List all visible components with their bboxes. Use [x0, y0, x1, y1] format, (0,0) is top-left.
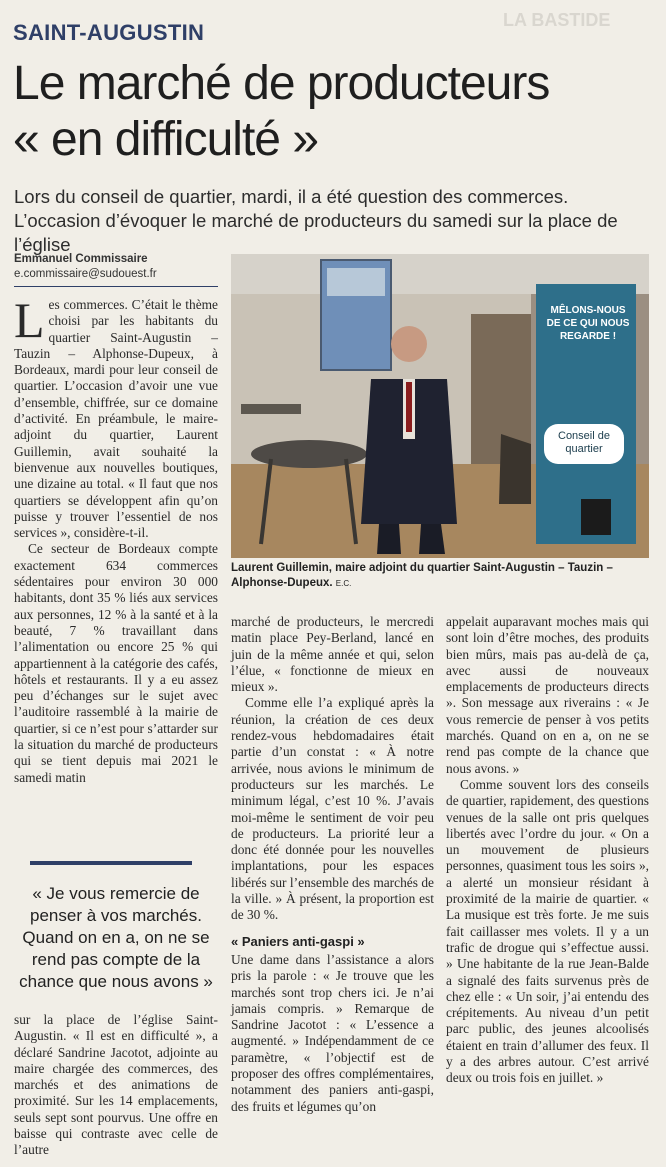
pull-quote: « Je vous remercie de penser à vos marchés. Quand on en a, on ne se rend pas compte de la chance que nous avons »: [19, 884, 213, 991]
paragraph: Une dame dans l’assistance a alors pris la parole : « Je trouve que les marchés sont trop chers ici. Je n’ai jamais compris. » Remarque de Sandrine Jacotot : « L’essence a augmenté. » Indépendamment de ce paramètre, « l’objectif est de proposer des offres complémentaires, notamment des paniers anti-gaspi, des fruits et légumes qu’on: [231, 951, 434, 1114]
article-photo: [231, 254, 649, 558]
paragraph: appelait auparavant moches mais qui sont loin d’être moches, des produits bien mûrs, mais pas au-delà de ça, avec aussi de nouveaux emplacements de producteurs directs ». Son message aux riverains : « Je vous remercie de penser à vos petits marchés. Quand on en a, on ne se rend pas compte de la chance que nous avons. »: [446, 614, 649, 776]
banner-label: Conseil de quartier: [558, 430, 610, 455]
paragraph: [14, 292, 218, 541]
caption-text: Laurent Guillemin, maire adjoint du quartier Saint-Augustin – Tauzin – Alphonse-Dupeux.: [231, 562, 613, 589]
chapo-line-1: Lors du conseil de quartier, mardi, il a été question des commerces.: [14, 186, 569, 207]
banner-slogan: MÊLONS-NOUS DE CE QUI NOUS REGARDE !: [546, 305, 630, 342]
paragraph: Ce secteur de Bordeaux compte exactement 634 commerces sédentaires pour environ 30 000 habitants, dont 35 % liés aux services aux personnes, 12 % à la santé et à la beauté, 7 % travaillant dans l’alimentation ou encore 25 % qui appartiennent à la catégorie des cafés, hôtels et restaurants. Il y a eu assez peu d’échanges sur le sujet avec l’auditoire rassemblé à la mairie de quartier, si ce n’est pour s’attarder sur la situation du marché de producteurs qui se tient depuis mai 2021 le samedi matin: [14, 541, 218, 785]
drop-cap: L: [14, 292, 45, 348]
column-1-top: [14, 292, 218, 786]
photo-caption: [231, 561, 649, 591]
bleed-through-text: LA BASTIDE: [503, 10, 611, 30]
section-label: SAINT-AUGUSTIN: [13, 20, 205, 45]
headline-line-1: Le marché de producteurs: [13, 57, 550, 110]
paragraph: Comme souvent lors des conseils de quartier, rapidement, des questions venues de la salle ont pris quelques libertés avec l’ordre du jour. « On a un mouvement de plusieurs personnes, quasiment tous les soirs », a alerté un monsieur résidant à proximité de la mairie de quartier. « La musique est très forte. Je me suis fait caillasser mes volets. Il y a un trafic de drogue qui s’effectue aussi. » Une habitante de la rue Jean-Balde a signalé des faits survenus près de chez elle : « Un soir, j’ai entendu des crépitements. Au niveau d’un petit parc public, des jeunes alcoolisés étaient en train d’allumer des feux. Il y a des arbres autour. C’est arrivé deux ou trois fois en juillet. »: [446, 776, 649, 1086]
subheading: « Paniers anti-gaspi »: [231, 933, 365, 949]
author-rule: [14, 286, 218, 287]
photo-credit: E.C.: [335, 579, 352, 588]
paragraph: Comme elle l’a expliqué après la réunion, la création de ces deux rendez-vous hebdomadaires était partie d’un constat : « À notre arrivée, nous avions le minimum de producteurs sur les marchés. Le minimum légal, c’est 10 %. J’avais moi-même le sentiment de voir peu de producteurs. La priorité leur a donc été donnée pour les nouvelles implantations, pour les espaces libérés sur l’ensemble des marchés de la ville. » À présent, la proportion est de 30 %.: [231, 695, 434, 923]
author-name: Emmanuel Commissaire: [14, 253, 148, 265]
quote-rule: [30, 861, 192, 865]
photo-illustration: [231, 254, 649, 558]
column-2: [231, 614, 434, 1115]
paragraph-text: es commerces. C’était le thème choisi par les habitants du quartier Saint-Augustin – Tauzin – Alphonse-Dupeux, à Bordeaux, mardi pour leur conseil de quartier. L’occasion d’avoir une vue d’ensemble, chiffrée, sur ce domaine d’activité. En préambule, le maire-adjoint du quartier, Laurent Guillemin, avait souhaité la bienvenue aux nouvelles boutiques, une dizaine au total. « Il faut que nos quartiers se développent afin qu’on puisse y trouver l’essentiel de nos services », considère-t-il.: [14, 297, 218, 541]
column-3: [446, 614, 649, 1087]
paragraph: sur la place de l’église Saint-Augustin. « Il est en difficulté », a déclaré Sandrine Jacotot, adjointe au maire chargée des commerces, des marchés et des animations de proximité. Sur les 14 emplacements, seuls sept sont pourvus. Une offre en baisse qui contraste avec celle de l’autre: [14, 1012, 218, 1158]
chapo-line-2: L’occasion d’évoquer le marché de producteurs du samedi sur la place de l’église: [14, 210, 618, 255]
headline-line-2: « en difficulté »: [13, 113, 319, 166]
column-1-bottom: [14, 1012, 218, 1159]
author-email[interactable]: e.commissaire@sudouest.fr: [14, 268, 157, 280]
paragraph: marché de producteurs, le mercredi matin place Pey-Berland, lancé en juin de la même année et qui, selon l’élue, « fonctionne de mieux en mieux ».: [231, 614, 434, 695]
